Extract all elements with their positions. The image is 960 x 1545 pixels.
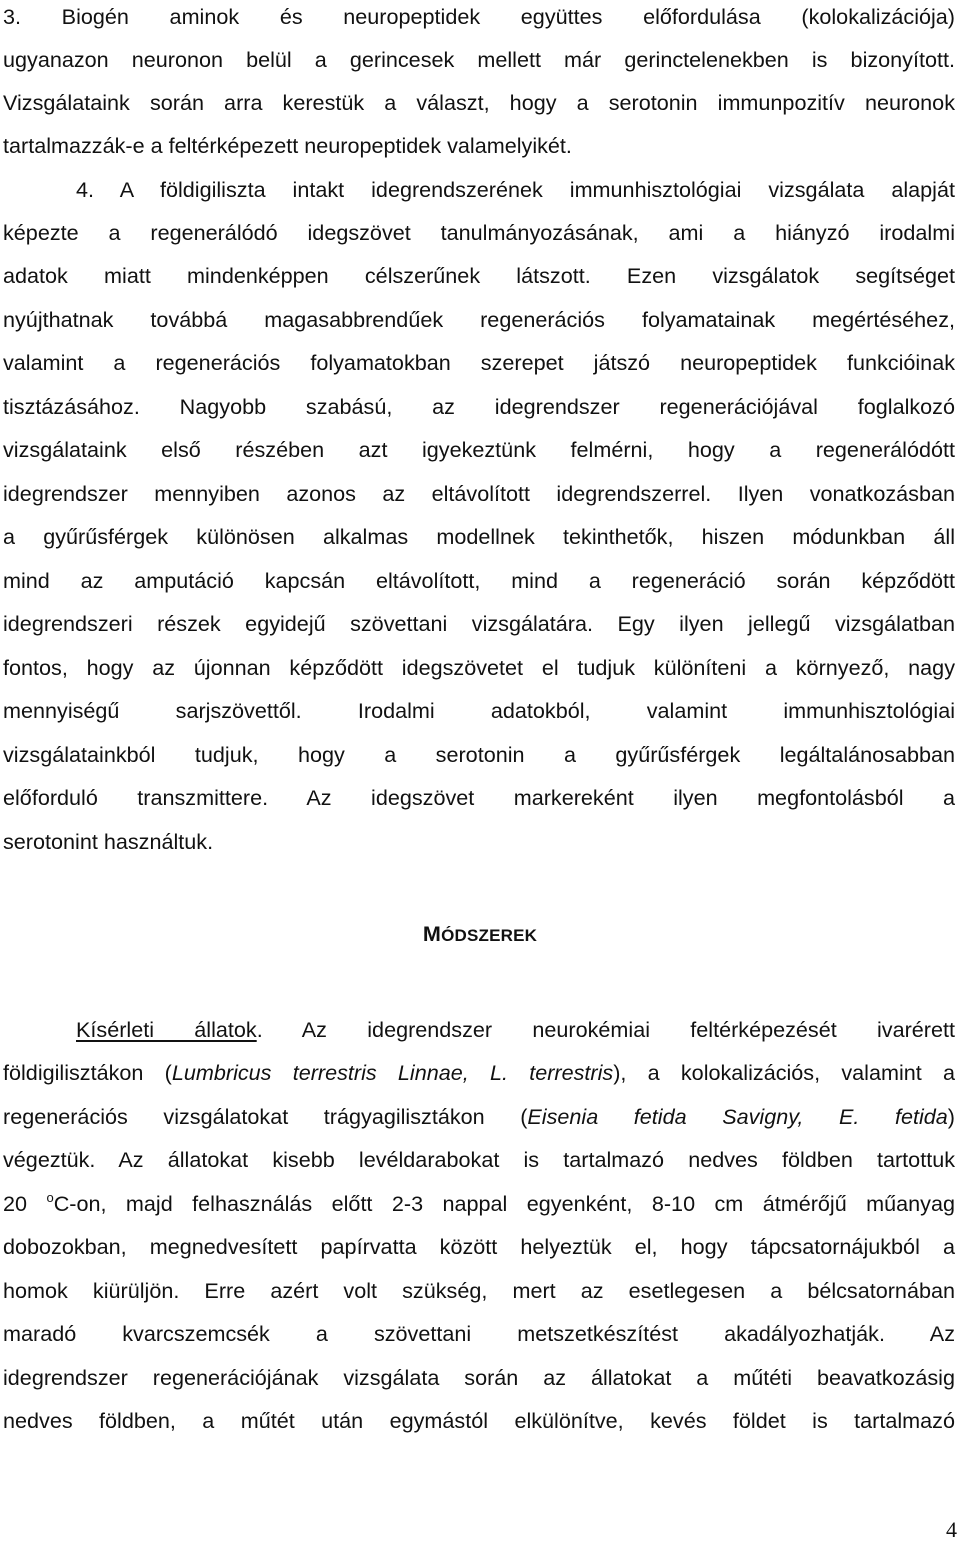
paragraph-line: 4. A földigiliszta intakt idegrendszerének immunhisztológiai vizsgálata alapját <box>76 177 955 202</box>
paragraph-line: idegrendszer mennyiben azonos az eltávolított idegrendszerrel. Ilyen vonatkozásban <box>3 481 955 506</box>
text-run: földigilisztákon ( <box>3 1060 172 1085</box>
species-name: Lumbricus terrestris Linnae, L. terrestris <box>171 1060 614 1085</box>
paragraph-line: vizsgálataink első részében azt igyekeztünk felmérni, hogy a regenerálódótt <box>3 437 955 462</box>
heading-initial: M <box>422 921 442 946</box>
paragraph-line: Vizsgálataink során arra kerestük a választ, hogy a serotonin immunpozitív neuronok <box>3 90 955 115</box>
paragraph-line: 3. Biogén aminok és neuropeptidek együttes előfordulása (kolokalizációja) <box>3 4 955 29</box>
paragraph-line: maradó kvarcszemcsék a szövettani metszetkészítést akadályozhatják. Az <box>3 1321 955 1346</box>
paragraph-line: tisztázásához. Nagyobb szabású, az idegrendszer regenerációjával foglalkozó <box>3 394 955 419</box>
paragraph-line: mind az amputáció kapcsán eltávolított, mind a regeneráció során képződött <box>3 568 955 593</box>
paragraph-line: vizsgálatainkból tudjuk, hogy a serotonin a gyűrűsférgek legáltalánosabban <box>3 742 955 767</box>
text-run: regenerációs vizsgálatokat trágyagilisztákon ( <box>3 1104 528 1129</box>
text-run: ) <box>947 1104 955 1129</box>
paragraph-line: idegrendszeri részek egyidejű szövettani vizsgálatára. Egy ilyen jellegű vizsgálatban <box>3 611 955 636</box>
paragraph-line: dobozokban, megnedvesített papírvatta között helyeztük el, hogy tápcsatornájukból a <box>3 1234 955 1259</box>
degree-superscript: o <box>46 1190 54 1205</box>
paragraph-line: valamint a regenerációs folyamatokban szerepet játszó neuropeptidek funkcióinak <box>3 350 955 375</box>
paragraph-line: ugyanazon neuronon belül a gerincesek mellett már gerinctelenekben is bizonyított. <box>3 47 955 72</box>
page-number: 4 <box>946 1517 957 1542</box>
paragraph-line: a gyűrűsférgek különösen alkalmas modellnek tekinthetők, hiszen módunkban áll <box>3 524 955 549</box>
subsection-title: Kísérleti állatok <box>76 1017 257 1042</box>
paragraph-line <box>3 1189 955 1219</box>
section-heading <box>0 919 960 951</box>
paragraph-line: adatok miatt mindenképpen célszerűnek látszott. Ezen vizsgálatok segítséget <box>3 263 955 288</box>
paragraph-line: homok kiürüljön. Erre azért volt szükség, mert az esetlegesen a bélcsatornában <box>3 1278 955 1303</box>
paragraph-line: előforduló transzmittere. Az idegszövet markereként ilyen megfontolásból a <box>3 785 955 810</box>
text-run: . Az idegrendszer neurokémiai feltérképezését ivarérett <box>256 1017 955 1042</box>
paragraph-line <box>3 1102 955 1132</box>
paragraph-line: nyújthatnak továbbá magasabbrendűek regenerációs folyamatainak megértéséhez, <box>3 307 955 332</box>
text-run: 20 <box>3 1191 47 1216</box>
paragraph-line: serotonint használtuk. <box>3 829 214 854</box>
paragraph-line: fontos, hogy az újonnan képződött idegszövetet el tudjuk különíteni a környező, nagy <box>3 655 955 680</box>
text-run: ), a kolokalizációs, valamint a <box>613 1060 955 1085</box>
paragraph-line: idegrendszer regenerációjának vizsgálata során az állatokat a műtéti beavatkozásig <box>3 1365 955 1390</box>
paragraph-line: tartalmazzák-e a feltérképezett neuropeptidek valamelyikét. <box>3 133 572 158</box>
paragraph-line: végeztük. Az állatokat kisebb levéldarabokat is tartalmazó nedves földben tartottuk <box>3 1147 955 1172</box>
species-name: Eisenia fetida Savigny, E. fetida <box>527 1104 948 1129</box>
text-run: C-on, majd felhasználás előtt 2-3 nappal egyenként, 8-10 cm átmérőjű műanyag <box>53 1191 955 1216</box>
paragraph-line: képezte a regenerálódó idegszövet tanulmányozásának, ami a hiányzó irodalmi <box>3 220 955 245</box>
paragraph-line: mennyiségű sarjszövettől. Irodalmi adatokból, valamint immunhisztológiai <box>3 698 955 723</box>
paragraph-line: nedves földben, a műtét után egymástól elkülönítve, kevés földet is tartalmazó <box>3 1408 955 1433</box>
paragraph-line <box>3 1058 955 1088</box>
paragraph-line <box>76 1015 955 1045</box>
heading-rest: ÓDSZEREK <box>441 926 538 945</box>
